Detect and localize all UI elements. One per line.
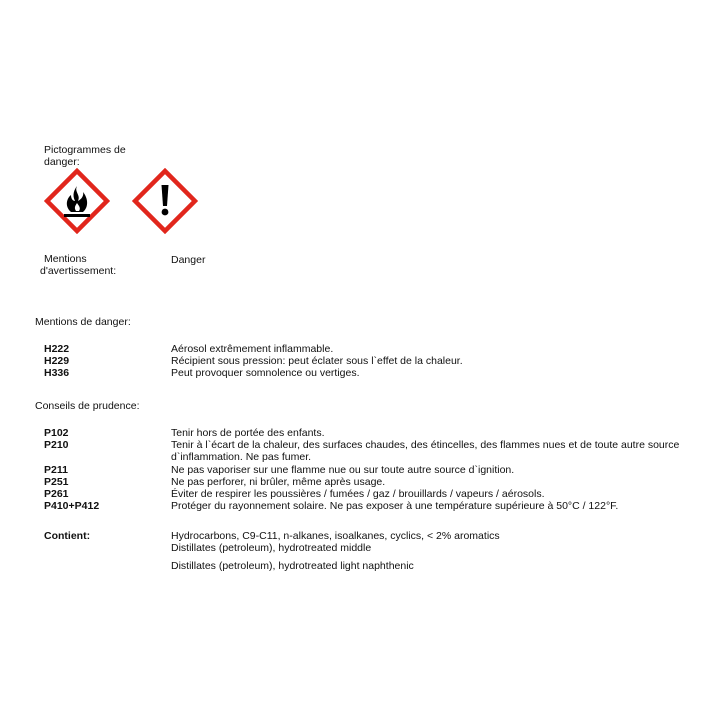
hazard-text: Peut provoquer somnolence ou vertiges.	[171, 367, 360, 379]
precaution-text: Tenir hors de portée des enfants.	[171, 427, 325, 439]
hazard-code: H222	[44, 343, 70, 355]
contains-item: Distillates (petroleum), hydrotreated middle	[171, 542, 372, 554]
contains-row	[44, 531, 714, 543]
hazard-text: Récipient sous pression: peut éclater sous l`effet de la chaleur.	[171, 355, 463, 367]
precaution-text: Tenir à l`écart de la chaleur, des surfaces chaudes, des étincelles, des flammes nues et de toute autre source	[171, 439, 680, 451]
pictograms-label-line-1: Pictogrammes de	[44, 144, 126, 156]
precaution-code: P251	[44, 476, 69, 488]
precaution-code: P210	[44, 439, 69, 451]
precaution-text: Ne pas perforer, ni brûler, même après usage.	[171, 476, 386, 488]
hazard-code: H336	[44, 367, 70, 379]
precaution-text: Ne pas vaporiser sur une flamme nue ou sur toute autre source d`ignition.	[171, 464, 515, 476]
hazard-row	[44, 356, 714, 368]
signal-label-line-1: Mentions	[44, 253, 87, 265]
signal-word: Danger	[171, 254, 206, 266]
contains-row	[44, 543, 714, 555]
precaution-code: P410+P412	[44, 500, 100, 512]
precaution-text: d`inflammation. Ne pas fumer.	[171, 451, 312, 463]
hazard-code: H229	[44, 355, 70, 367]
signal-label-line-2: d'avertissement:	[40, 264, 117, 277]
ghs07-exclamation-icon	[132, 168, 198, 234]
precaution-row	[44, 501, 714, 513]
precaution-code: P102	[44, 427, 69, 439]
contains-item: Hydrocarbons, C9-C11, n-alkanes, isoalkanes, cyclics, < 2% aromatics	[171, 530, 500, 542]
ghs02-flame-icon	[44, 168, 110, 234]
contains-item: Distillates (petroleum), hydrotreated light naphthenic	[171, 560, 414, 572]
precaution-text: Éviter de respirer les poussières / fumées / gaz / brouillards / vapeurs / aérosols.	[171, 488, 545, 500]
precaution-row-continuation	[44, 452, 714, 464]
precaution-text: Protéger du rayonnement solaire. Ne pas exposer à une température supérieure à 50°C / 122°F.	[171, 500, 619, 512]
hazard-text: Aérosol extrêmement inflammable.	[171, 343, 334, 355]
hazard-title: Mentions de danger:	[35, 316, 131, 328]
hazard-row	[44, 368, 714, 380]
precaution-code: P261	[44, 488, 69, 500]
contains-label: Contient:	[44, 530, 91, 542]
precaution-title: Conseils de prudence:	[35, 400, 140, 412]
pictograms-label	[44, 145, 126, 168]
contains-row	[44, 561, 714, 573]
precaution-code: P211	[44, 464, 68, 476]
precaution-row	[44, 440, 714, 452]
pictograms-label-line-2: danger:	[44, 155, 80, 168]
signal-label	[40, 254, 116, 277]
